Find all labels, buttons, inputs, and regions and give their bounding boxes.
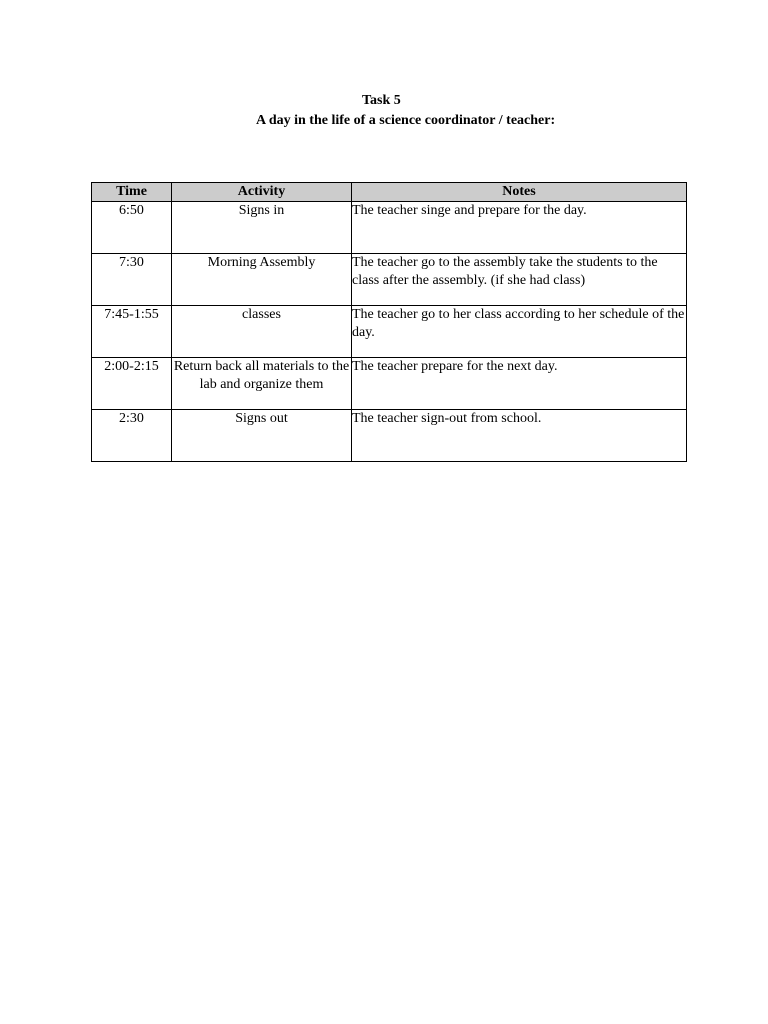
activity-cell: classes xyxy=(172,306,352,358)
header-notes: Notes xyxy=(352,183,687,202)
table-row xyxy=(92,306,687,358)
table-row xyxy=(92,358,687,410)
schedule-table xyxy=(91,182,687,462)
table-row xyxy=(92,202,687,254)
notes-cell: The teacher prepare for the next day. xyxy=(352,358,687,410)
notes-cell: The teacher sign-out from school. xyxy=(352,410,687,462)
table-header-row xyxy=(92,183,687,202)
notes-cell: The teacher go to her class according to her schedule of the day. xyxy=(352,306,687,358)
header-time: Time xyxy=(92,183,172,202)
time-cell: 7:45-1:55 xyxy=(92,306,172,358)
activity-cell: Signs out xyxy=(172,410,352,462)
activity-cell: Signs in xyxy=(172,202,352,254)
time-cell: 2:00-2:15 xyxy=(92,358,172,410)
header-activity: Activity xyxy=(172,183,352,202)
time-cell: 7:30 xyxy=(92,254,172,306)
activity-cell: Return back all materials to the lab and organize them xyxy=(172,358,352,410)
activity-cell: Morning Assembly xyxy=(172,254,352,306)
notes-cell: The teacher go to the assembly take the students to the class after the assembly. (if she had class) xyxy=(352,254,687,306)
table-row xyxy=(92,410,687,462)
notes-cell: The teacher singe and prepare for the day. xyxy=(352,202,687,254)
page-subtitle: A day in the life of a science coordinator / teacher: xyxy=(256,113,556,128)
time-cell: 6:50 xyxy=(92,202,172,254)
time-cell: 2:30 xyxy=(92,410,172,462)
task-title: Task 5 xyxy=(362,93,401,108)
table-row xyxy=(92,254,687,306)
